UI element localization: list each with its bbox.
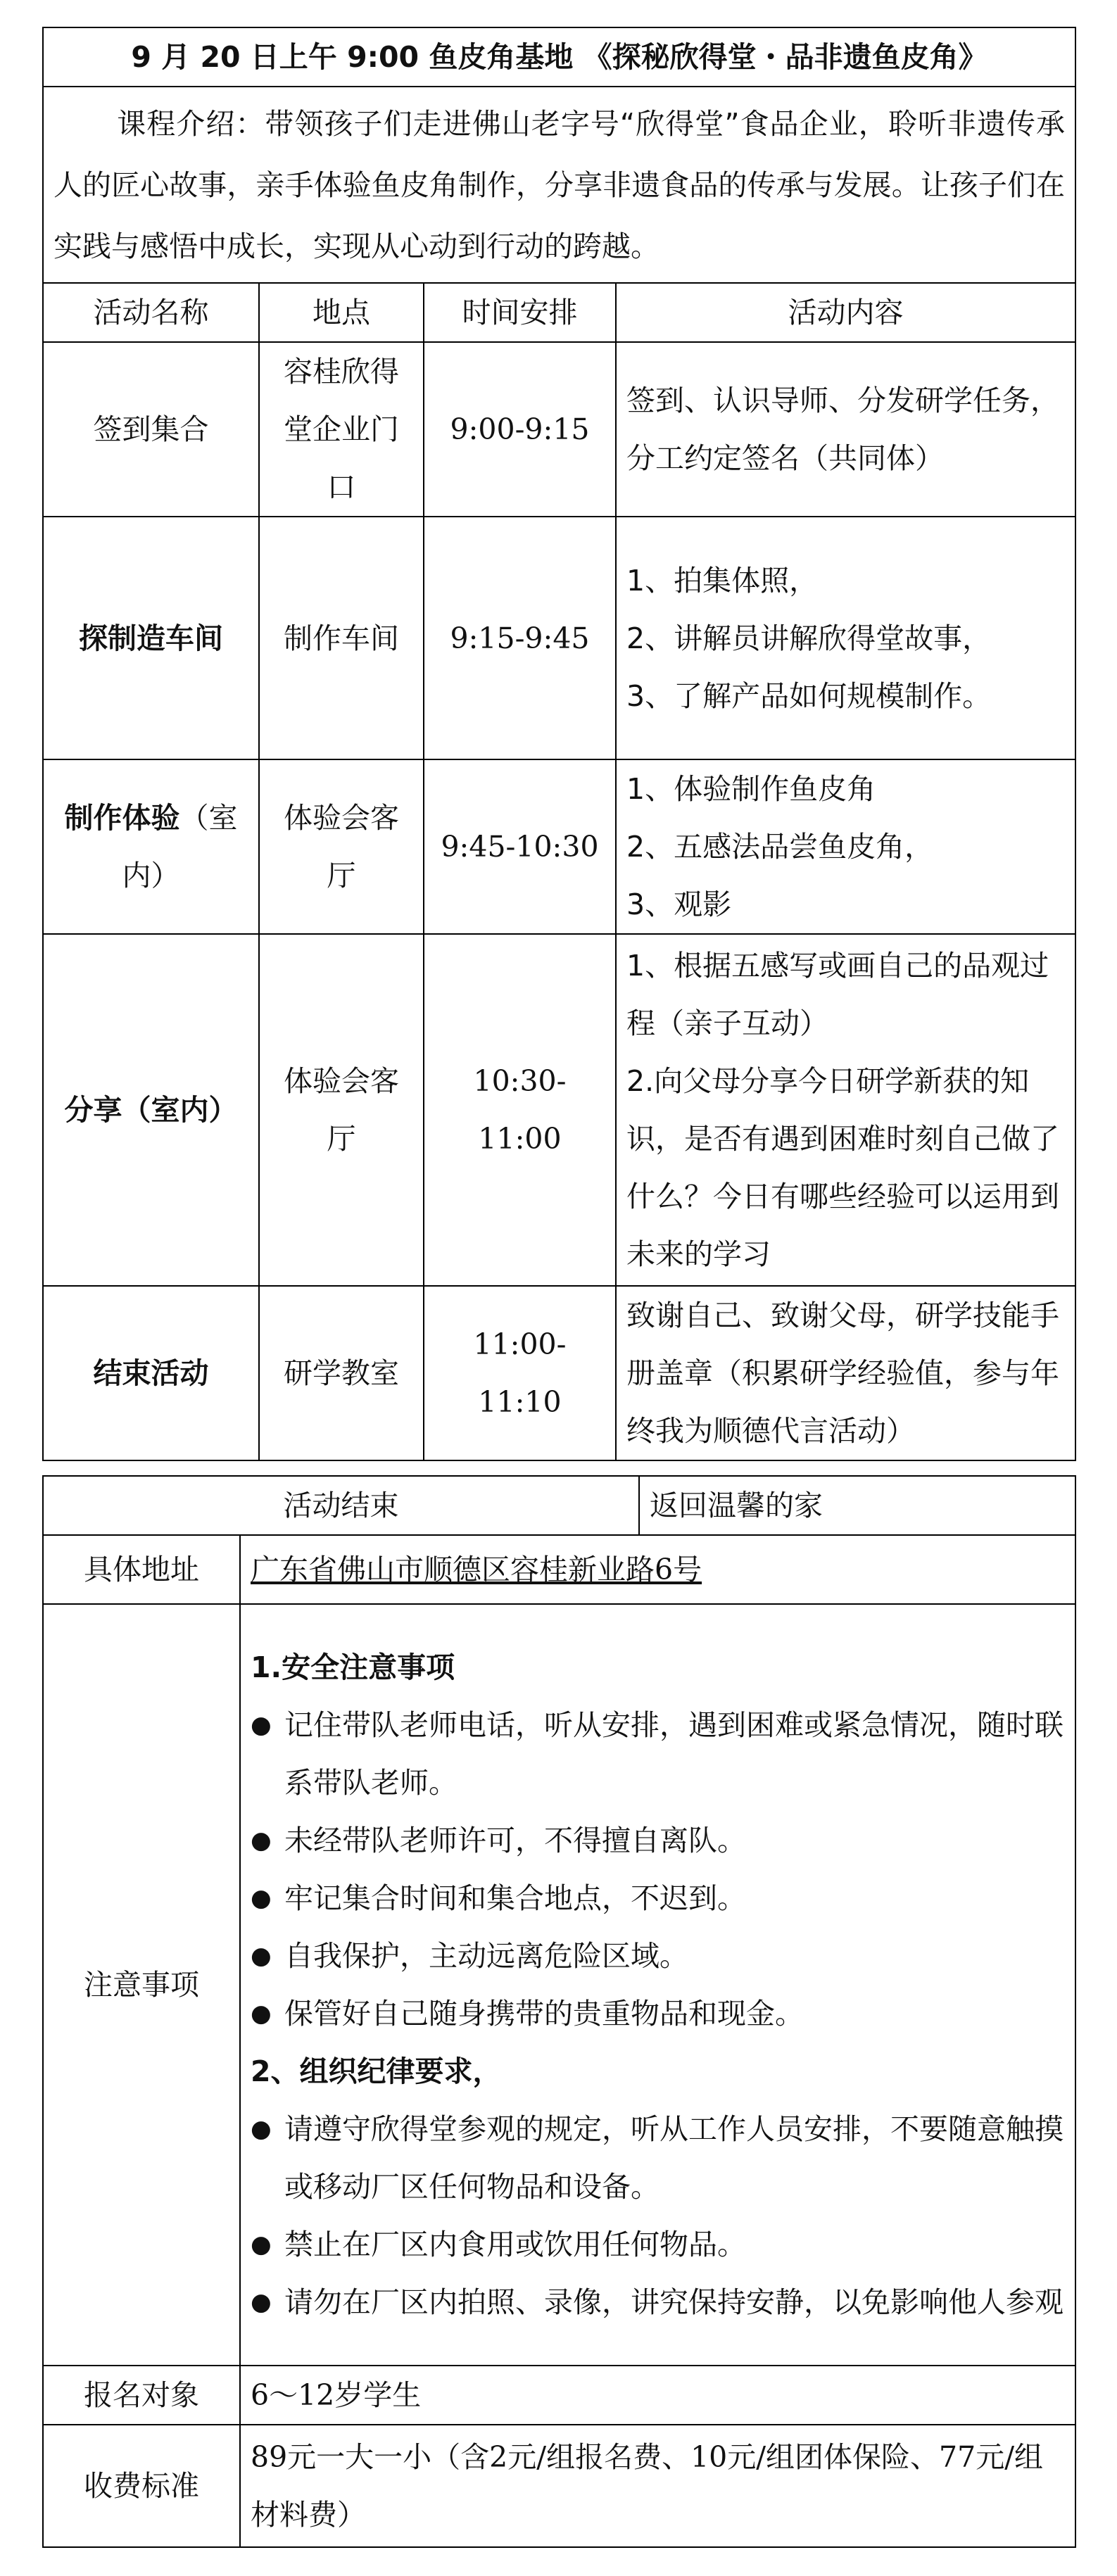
safety-list (251, 1696, 1065, 2043)
activity-time: 10:30-11:00 (424, 934, 616, 1286)
column-header-content: 活动内容 (616, 283, 1075, 342)
activity-content (616, 342, 1075, 517)
content-line: 2、讲解员讲解欣得堂故事， (626, 621, 992, 655)
info-table (42, 1475, 1076, 2548)
activity-content (616, 934, 1075, 1286)
table-row (43, 517, 1075, 759)
page-title: 9 月 20 日上午 9:00 鱼皮角基地 《探秘欣得堂・品非遗鱼皮角》 (43, 27, 1075, 87)
activity-name (43, 759, 259, 934)
column-header-location: 地点 (259, 283, 424, 342)
fee-label: 收费标准 (43, 2425, 240, 2547)
activity-time: 9:00-9:15 (424, 342, 616, 517)
column-header-name: 活动名称 (43, 283, 259, 342)
activity-time: 9:15-9:45 (424, 517, 616, 759)
list-item: ● 牢记集合时间和集合地点，不迟到。 (251, 1869, 1065, 1927)
activity-location: 体验会客厅 (259, 759, 424, 934)
notes-content (240, 1604, 1075, 2366)
end-label: 活动结束 (43, 1476, 639, 1535)
address-row (43, 1535, 1075, 1604)
table-header-row (43, 283, 1075, 342)
activity-name-suffix: （室内） (122, 801, 238, 892)
content-line: 3、了解产品如何规模制作。 (626, 678, 992, 713)
activity-name: 结束活动 (43, 1286, 259, 1460)
activity-name: 探制造车间 (43, 517, 259, 759)
discipline-heading: 2、组织纪律要求， (251, 2054, 502, 2088)
content-line: 3、观影 (626, 888, 732, 921)
activity-time: 11:00-11:10 (424, 1286, 616, 1460)
intro-row (43, 87, 1075, 283)
activity-location: 制作车间 (259, 517, 424, 759)
activity-content (616, 1286, 1075, 1460)
address-cell (240, 1535, 1075, 1604)
activity-content (616, 517, 1075, 759)
fee-row (43, 2425, 1075, 2547)
activity-location: 体验会客厅 (259, 934, 424, 1286)
course-intro: 课程介绍：带领孩子们走进佛山老字号“欣得堂”食品企业，聆听非遗传承人的匠心故事，亲手体验鱼皮角制作，分享非遗食品的传承与发展。让孩子们在实践与感悟中成长，实现从心动到行动的跨越。 (43, 87, 1075, 283)
notes-row (43, 1604, 1075, 2366)
column-header-time: 时间安排 (424, 283, 616, 342)
table-row (43, 1286, 1075, 1460)
content-line: 致谢自己、致谢父母，研学技能手册盖章（积累研学经验值，参与年终我为顺德代言活动） (626, 1299, 1059, 1448)
list-item: ● 记住带队老师电话，听从安排，遇到困难或紧急情况，随时联系带队老师。 (251, 1696, 1065, 1812)
content-line: 1、拍集体照， (626, 563, 819, 598)
list-item: ● 禁止在厂区内食用或饮用任何物品。 (251, 2216, 1065, 2273)
activity-location: 研学教室 (259, 1286, 424, 1460)
content-line: 签到、认识导师、分发研学任务，分工约定签名（共同体） (626, 384, 1059, 475)
list-item: ● 请勿在厂区内拍照、录像，讲究保持安静，以免影响他人参观 (251, 2273, 1065, 2331)
list-item: ● 保管好自己随身携带的贵重物品和现金。 (251, 1985, 1065, 2043)
activity-content (616, 759, 1075, 934)
content-line: 1、根据五感写或画自己的品观过程（亲子互动） (626, 949, 1049, 1040)
list-item: ● 未经带队老师许可，不得擅自离队。 (251, 1812, 1065, 1869)
activity-time: 9:45-10:30 (424, 759, 616, 934)
end-row (43, 1476, 1075, 1535)
discipline-list (251, 2100, 1065, 2331)
fee-value: 89元一大一小（含2元/组报名费、10元/组团体保险、77元/组材料费） (240, 2425, 1075, 2547)
end-value: 返回温馨的家 (639, 1476, 1075, 1535)
table-row (43, 342, 1075, 517)
activity-name-main: 制作体验 (64, 801, 180, 835)
address-label: 具体地址 (43, 1535, 240, 1604)
target-row (43, 2366, 1075, 2425)
target-label: 报名对象 (43, 2366, 240, 2425)
target-value: 6～12岁学生 (240, 2366, 1075, 2425)
table-row (43, 759, 1075, 934)
list-item: ● 自我保护，主动远离危险区域。 (251, 1927, 1065, 1985)
notes-label: 注意事项 (43, 1604, 240, 2366)
activity-name: 分享（室内） (43, 934, 259, 1286)
activity-name: 签到集合 (43, 342, 259, 517)
content-line: 2.向父母分享今日研学新获的知识，是否有遇到困难时刻自己做了什么？今日有哪些经验可以运用到未来的学习 (626, 1064, 1059, 1271)
address-value: 广东省佛山市顺德区容桂新业路6号 (251, 1553, 702, 1586)
list-item: ● 请遵守欣得堂参观的规定，听从工作人员安排，不要随意触摸或移动厂区任何物品和设备。 (251, 2100, 1065, 2216)
table-row (43, 934, 1075, 1286)
title-row (43, 27, 1075, 87)
activity-location: 容桂欣得堂企业门口 (259, 342, 424, 517)
safety-heading: 1.安全注意事项 (251, 1650, 455, 1684)
content-line: 1、体验制作鱼皮角 (626, 772, 876, 806)
content-line: 2、五感法品尝鱼皮角， (626, 830, 934, 864)
schedule-table (42, 27, 1076, 1461)
